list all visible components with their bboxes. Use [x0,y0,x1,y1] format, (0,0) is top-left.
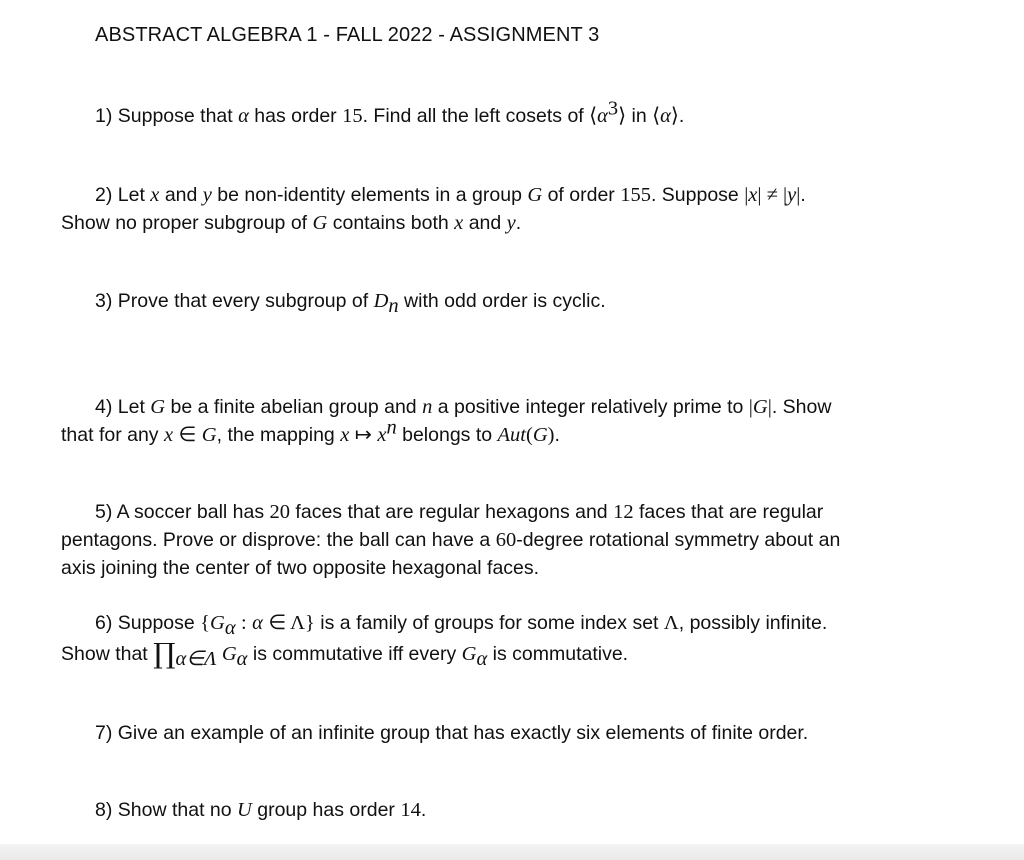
problem-2: 2) Let x and y be non-identity elements in a group G of order 155. Suppose |x| ≠ |y|. Show no proper subgroup of G contains both x and y. [61,184,806,234]
viewer-bottom-edge [0,844,1024,860]
problem-3: 3) Prove that every subgroup of $D_n$ with odd order is cyclic. [95,290,606,317]
problem-number: 1) [95,105,113,127]
problem-6: 6) Suppose {$G_\alpha$ : α ∈ Λ} is a family of groups for some index set Λ, possibly infinite. Show that $\prod_{\alpha\in\Lambda}$ $G_\alpha$ is commutative iff every $G_\alpha$ is commutative. [61,612,828,670]
problem-1: 1) Suppose that α has order 15. Find all the left cosets of $⟨\alpha^3⟩$ in ⟨α⟩. [95,97,685,127]
problem-8: 8) Show that no U group has order 14. [95,799,427,821]
problem-number: 7) [95,722,113,744]
problem-number: 3) [95,290,113,312]
problem-number: 4) [95,396,113,418]
problem-5: 5) A soccer ball has 20 faces that are regular hexagons and 12 faces that are regular pentagons. Prove or disprove: the ball can have a 60-degree rotational symmetry about an axis joining the center of two opposite hexagonal faces. [61,501,841,579]
problem-7: 7) Give an example of an infinite group that has exactly six elements of finite order. [95,722,809,744]
problem-number: 8) [95,799,113,821]
problem-number: 2) [95,184,113,206]
problem-number: 6) [95,612,113,634]
problem-4: 4) Let G be a finite abelian group and n a positive integer relatively prime to |G|. Show that for any x ∈ G, the mapping x ↦ $x^n$ belongs to Aut(G). [61,396,832,446]
page-title: ABSTRACT ALGEBRA 1 - FALL 2022 - ASSIGNMENT 3 [95,24,600,46]
problem-number: 5) [95,501,113,523]
